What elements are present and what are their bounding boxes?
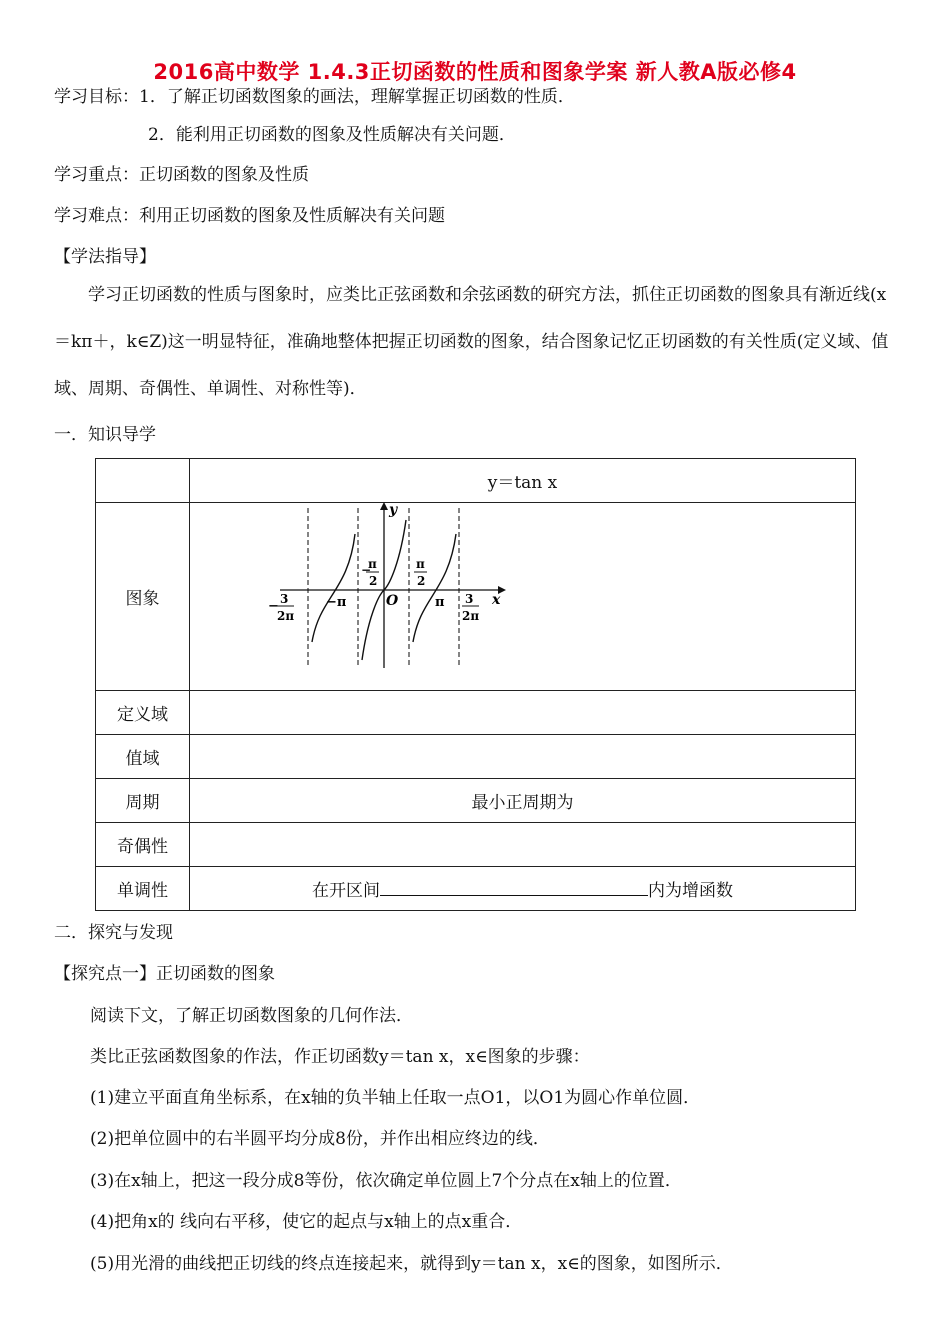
row-value-monotonicity	[190, 867, 856, 911]
table-header-function: y＝tan x	[190, 459, 856, 503]
label-three-half-pi-den: 2π	[462, 609, 480, 623]
step-2: (2)把单位圆中的右半圆平均分成8份，并作出相应终边的线．	[90, 1129, 550, 1149]
y-axis-arrow	[380, 502, 388, 510]
row-label-parity: 奇偶性	[96, 823, 190, 867]
label-neg-three-half-pi-sign: −	[268, 599, 279, 614]
label-neg-three-half-pi-den: 2π	[277, 609, 295, 623]
tangent-graph	[260, 496, 510, 672]
tan-branch-left	[312, 534, 355, 642]
tan-branch-right	[413, 534, 456, 642]
document-title: 2016高中数学 1.4.3正切函数的性质和图象学案 新人教A版必修4	[153, 60, 797, 84]
table-header-blank	[96, 459, 190, 503]
label-neg-half-pi-num: π	[368, 557, 377, 571]
row-label-domain: 定义域	[96, 691, 190, 735]
row-value-domain	[190, 691, 856, 735]
row-label-range: 值域	[96, 735, 190, 779]
label-pi: π	[435, 595, 445, 610]
section-2-heading: 二．探究与发现	[54, 923, 173, 943]
label-half-pi-den: 2	[417, 574, 426, 588]
label-half-pi-num: π	[416, 557, 425, 571]
label-neg-half-pi-sign: −	[361, 563, 372, 577]
step-5: (5)用光滑的曲线把正切线的终点连接起来，就得到y＝tan x，x∈的图象，如图所示．	[90, 1254, 733, 1274]
difficulties: 学习难点：利用正切函数的图象及性质解决有关问题	[54, 206, 445, 226]
label-neg-half-pi-den: 2	[369, 574, 378, 588]
step-4: (4)把角x的 线向右平移，使它的起点与x轴上的点x重合．	[90, 1212, 523, 1232]
row-label-period: 周期	[96, 779, 190, 823]
row-value-period: 最小正周期为	[190, 779, 856, 823]
guide-heading: 【学法指导】	[54, 247, 156, 267]
x-axis-label: x	[492, 592, 501, 608]
label-three-half-pi-num: 3	[465, 592, 474, 606]
origin-label: O	[386, 593, 399, 609]
label-neg-pi: −π	[326, 595, 347, 610]
monotonic-after: 内为增函数	[648, 881, 733, 901]
key-points: 学习重点：正切函数的图象及性质	[54, 165, 309, 185]
explore-intro-1: 阅读下文，了解正切函数图象的几何作法．	[90, 1006, 413, 1026]
row-value-parity	[190, 823, 856, 867]
row-value-range	[190, 735, 856, 779]
guide-paragraph	[54, 272, 894, 413]
row-label-graph: 图象	[96, 503, 190, 691]
monotonic-before: 在开区间	[312, 881, 380, 901]
explore-intro-2: 类比正弦函数图象的作法，作正切函数y＝tan x，x∈图象的步骤：	[90, 1047, 590, 1067]
explore-heading: 【探究点一】正切函数的图象	[54, 964, 275, 984]
step-3: (3)在x轴上，把这一段分成8等份，依次确定单位圆上7个分点在x轴上的位置．	[90, 1171, 682, 1191]
row-label-monotonicity: 单调性	[96, 867, 190, 911]
guide-text: 学习正切函数的性质与图象时，应类比正弦函数和余弦函数的研究方法，抓住正切函数的图象具有渐近线(x＝kπ＋，k∈Z)这一明显特征，准确地整体把握正切函数的图象，结合图象记忆正切函数的有关性质(定义域、值域、周期、奇偶性、单调性、对称性等)．	[54, 285, 889, 399]
section-1-heading: 一．知识导学	[54, 425, 156, 445]
objective-line-1: 学习目标：1．了解正切函数图象的画法，理解掌握正切函数的性质．	[54, 87, 575, 107]
y-axis-label: y	[389, 502, 398, 518]
label-neg-three-half-pi-num: 3	[280, 592, 289, 606]
fill-in-blank	[380, 879, 648, 896]
objective-line-2: 2．能利用正切函数的图象及性质解决有关问题．	[148, 125, 516, 145]
step-1: (1)建立平面直角坐标系，在x轴的负半轴上任取一点O1，以O1为圆心作单位圆．	[90, 1088, 701, 1108]
